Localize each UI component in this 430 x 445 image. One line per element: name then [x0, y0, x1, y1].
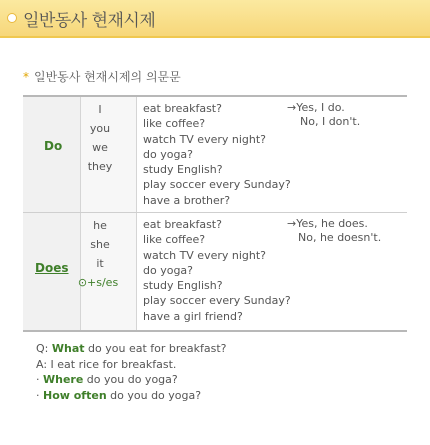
phrase-item: watch TV every night?: [143, 248, 267, 262]
table-bottom-border: [23, 330, 407, 332]
bullet: ·: [36, 373, 43, 386]
star-icon: *: [23, 70, 29, 84]
phrase-item: study English?: [143, 279, 223, 293]
example-rest: do you do yoga?: [83, 373, 178, 386]
subject-item: he: [93, 219, 107, 232]
example-line: [36, 372, 227, 388]
phrase-item: eat breakfast?: [143, 218, 222, 231]
phrase-item: like coffee?: [143, 117, 206, 131]
section-title-text: 일반동사 현재시제의 의문문: [34, 70, 181, 84]
phrase-item: play soccer every Sunday?: [143, 294, 291, 308]
phrase-item: do yoga?: [143, 263, 194, 277]
subject-item: they: [87, 160, 113, 173]
example-qa: [36, 341, 227, 403]
phrase-list-do: [143, 101, 291, 208]
wh-word: What: [51, 342, 85, 355]
phrase-item: eat breakfast?: [143, 102, 222, 115]
question-rest: do you eat for breakfast?: [84, 342, 227, 355]
phrase-item: watch TV every night?: [143, 132, 267, 146]
answer-line: A: I eat rice for breakfast.: [36, 357, 177, 371]
wh-word: How often: [43, 388, 107, 402]
section-title: [23, 68, 181, 85]
subject-item: we: [92, 141, 108, 154]
page-header: [0, 0, 430, 38]
wh-word: Where: [43, 373, 84, 386]
example-rest: do you do yoga?: [106, 388, 202, 402]
phrase-item: play soccer every Sunday?: [143, 178, 291, 192]
verb-rule: ⊙+s/es: [77, 276, 119, 289]
question-line: [36, 341, 227, 357]
q-prefix: Q:: [36, 342, 52, 355]
verb-does: Does: [35, 261, 69, 275]
phrase-item: do yoga?: [143, 147, 194, 161]
subject-item: you: [89, 122, 111, 135]
answer-no-do: No, I don't.: [300, 115, 361, 128]
phrase-item: like coffee?: [143, 233, 206, 247]
column-divider: [136, 97, 137, 330]
phrase-list-does: [143, 217, 291, 324]
subject-item: she: [90, 238, 110, 251]
subject-item: I: [98, 103, 102, 116]
subject-list-does: [77, 216, 120, 292]
page-title: 일반동사 현재시제: [23, 11, 156, 31]
subject-list-do: [80, 100, 120, 176]
subject-item: it: [96, 257, 104, 270]
phrase-item: have a brother?: [143, 193, 231, 207]
answer-no-does: No, he doesn't.: [298, 231, 382, 244]
answer-yes-does: →Yes, he does.: [287, 217, 368, 230]
example-line: [36, 388, 227, 404]
phrase-item: have a girl friend?: [143, 309, 243, 323]
bullet-dot-icon: [7, 13, 17, 23]
bullet: ·: [36, 388, 43, 402]
answer-yes-do: →Yes, I do.: [287, 101, 345, 114]
verb-column-bg: [23, 97, 80, 330]
row-divider: [23, 212, 407, 213]
verb-do: Do: [44, 139, 63, 153]
phrase-item: study English?: [143, 163, 223, 177]
